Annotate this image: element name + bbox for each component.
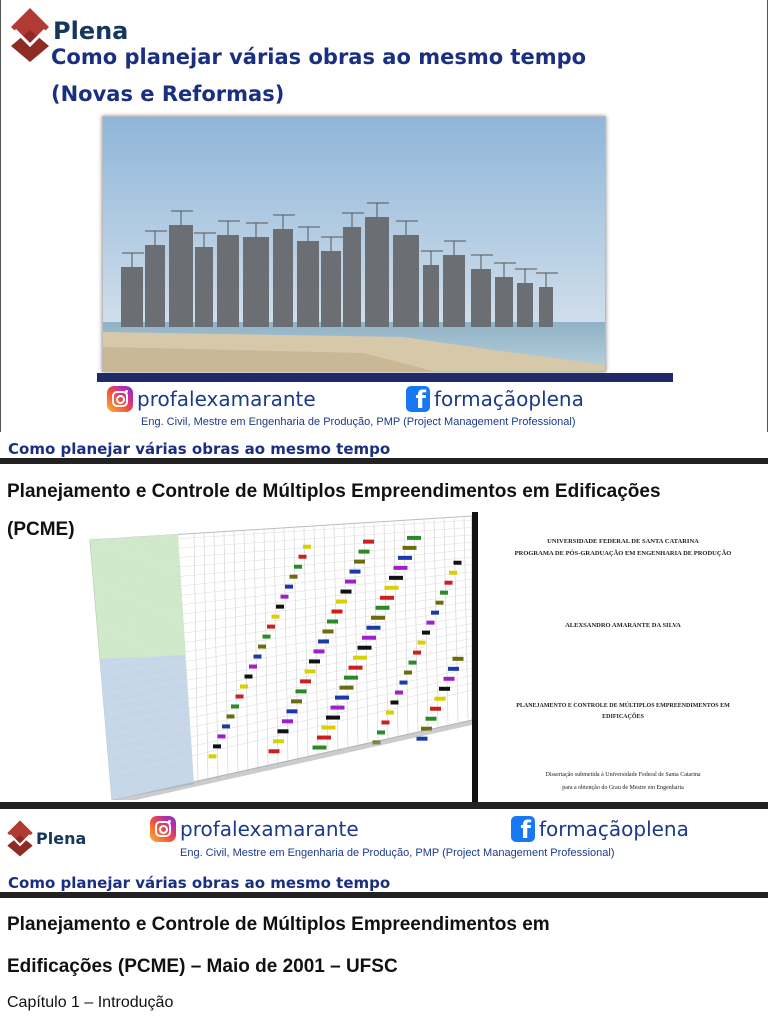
instagram-handle[interactable] — [150, 816, 359, 842]
slide-3-header: Como planejar várias obras ao mesmo tempo — [8, 874, 391, 892]
thesis-institution: UNIVERSIDADE FEDERAL DE SANTA CATARINA — [547, 538, 699, 545]
instagram-label: profalexamarante — [137, 387, 316, 411]
instagram-icon — [107, 386, 133, 412]
slide-2-header: Como planejar várias obras ao mesmo tempo — [8, 440, 391, 458]
thesis-paper — [478, 512, 768, 806]
schedule-chart-image — [84, 514, 476, 800]
divider-bar — [97, 373, 673, 382]
brand-name: Plena — [36, 829, 87, 848]
slide-3-title-line-1: Planejamento e Controle de Múltiplos Empreendimentos em — [7, 914, 550, 935]
slide-3-title-line-2: Edificações (PCME) – Maio de 2001 – UFSC — [7, 956, 398, 977]
plena-logo-icon — [6, 820, 34, 858]
brand-name: Plena — [53, 17, 129, 45]
slide-2 — [0, 432, 768, 868]
thesis-cover — [472, 512, 768, 806]
slide-1 — [0, 0, 768, 432]
footer-rule — [0, 802, 768, 809]
slide-1-title-line-2: (Novas e Reformas) — [51, 82, 285, 106]
thesis-note-line-2: para a obtenção do Grau de Mestre em Engenharia — [562, 785, 684, 791]
facebook-handle[interactable] — [406, 386, 584, 412]
header-rule — [0, 892, 768, 898]
facebook-icon: f — [511, 816, 535, 842]
thesis-program: PROGRAMA DE PÓS-GRADUAÇÃO EM ENGENHARIA DE PRODUÇÃO — [514, 550, 732, 557]
thesis-note-line-1: Dissertação submetida à Universidade Federal de Santa Catarina — [545, 772, 701, 778]
header-rule — [0, 458, 768, 464]
facebook-icon: f — [406, 386, 430, 412]
construction-photo — [102, 116, 606, 372]
plena-logo-icon — [9, 8, 51, 64]
slide-1-title-line-1: Como planejar várias obras ao mesmo tempo — [51, 45, 587, 69]
facebook-label: formaçãoplena — [539, 817, 689, 841]
thesis-author: ALEXSANDRO AMARANTE DA SILVA — [565, 622, 681, 629]
slide-3 — [0, 868, 768, 1024]
thesis-title-line-2: EDIFICAÇÕES — [602, 714, 644, 720]
credits-text: Eng. Civil, Mestre em Engenharia de Produção, PMP (Project Management Professional) — [180, 847, 615, 859]
slide-2-title-line-2: (PCME) — [7, 519, 75, 540]
thesis-title-line-1: PLANEJAMENTO E CONTROLE DE MÚLTIPLOS EMPREENDIMENTOS EM — [516, 703, 730, 709]
facebook-handle[interactable] — [511, 816, 689, 842]
facebook-label: formaçãoplena — [434, 387, 584, 411]
slide-3-body: Capítulo 1 – Introdução — [7, 994, 174, 1011]
slide-2-title-line-1: Planejamento e Controle de Múltiplos Empreendimentos em Edificações — [7, 481, 661, 502]
instagram-label: profalexamarante — [180, 817, 359, 841]
instagram-handle[interactable] — [107, 386, 316, 412]
instagram-icon — [150, 816, 176, 842]
credits-text: Eng. Civil, Mestre em Engenharia de Produção, PMP (Project Management Professional) — [141, 416, 576, 428]
